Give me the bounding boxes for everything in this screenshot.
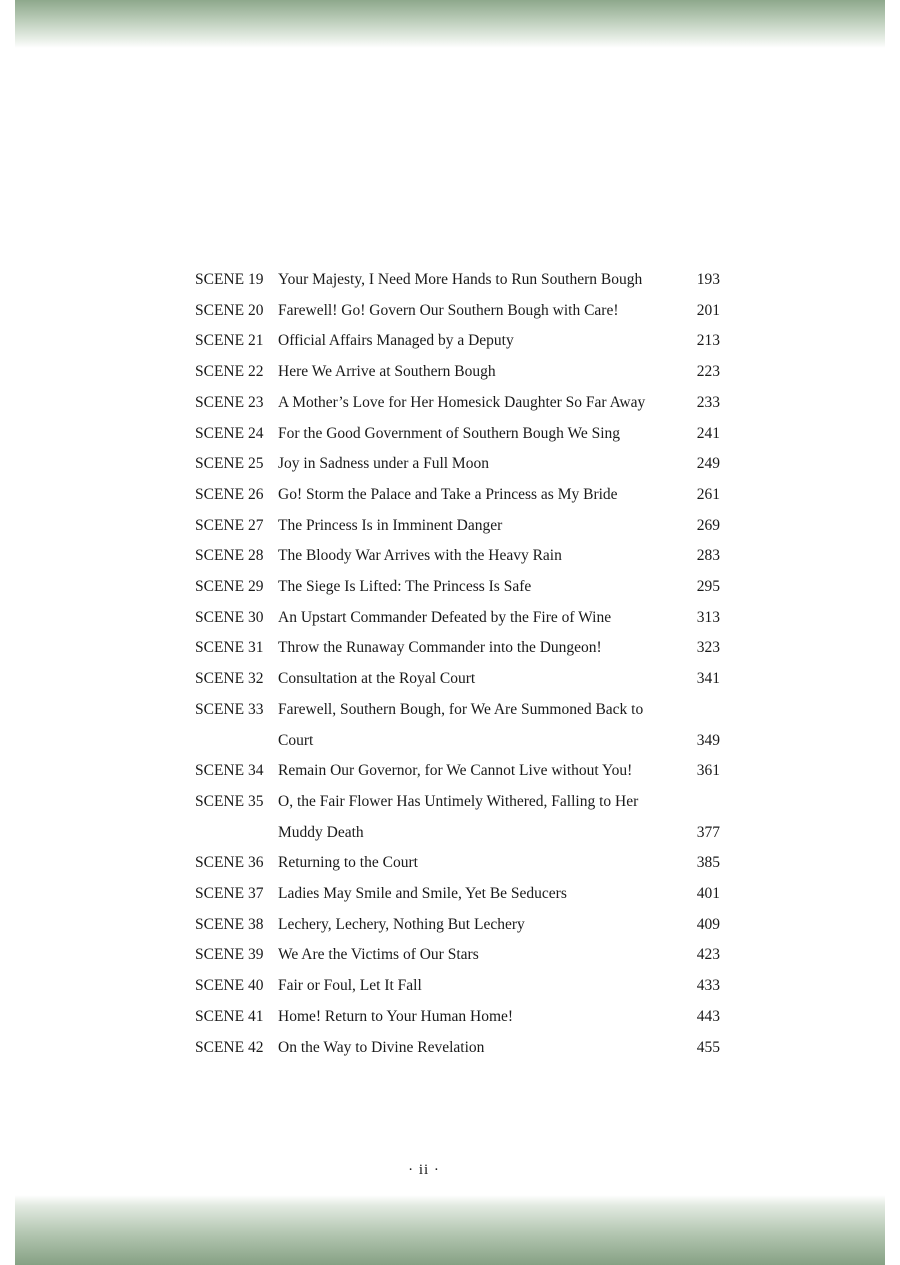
scene-page-number: 213 <box>696 332 720 350</box>
scene-title: Official Affairs Managed by a Deputy <box>278 332 514 350</box>
scene-title: Farewell! Go! Govern Our Southern Bough with Care! <box>278 301 619 319</box>
toc-entry <box>195 879 720 910</box>
scene-label: SCENE 30 <box>195 608 264 626</box>
toc-entry <box>195 1033 720 1064</box>
scene-page-number: 295 <box>696 578 720 596</box>
scene-title: Here We Arrive at Southern Bough <box>278 363 496 381</box>
toc-entry <box>195 664 720 695</box>
scene-label: SCENE 39 <box>195 946 264 964</box>
scene-label: SCENE 23 <box>195 393 264 411</box>
toc-entry <box>195 971 720 1002</box>
scene-label: SCENE 27 <box>195 516 264 534</box>
scene-title: For the Good Government of Southern Bough We Sing <box>278 424 621 442</box>
scene-label: SCENE 19 <box>195 271 264 288</box>
scene-label: SCENE 42 <box>195 1038 264 1056</box>
scene-title: A Mother’s Love for Her Homesick Daughter So Far Away <box>278 393 646 411</box>
scene-page-number: 223 <box>696 363 720 381</box>
scene-page-number: 313 <box>696 608 720 626</box>
scene-label: SCENE 21 <box>195 332 264 350</box>
toc-entry <box>195 695 720 756</box>
scene-page-number: 455 <box>696 1038 720 1056</box>
scene-title: The Bloody War Arrives with the Heavy Rain <box>278 547 562 565</box>
scene-page-number: 261 <box>696 485 720 503</box>
scene-page-number: 349 <box>696 731 720 749</box>
scene-title: Joy in Sadness under a Full Moon <box>278 455 489 473</box>
toc-entry <box>195 603 720 634</box>
scene-title: On the Way to Divine Revelation <box>278 1038 485 1056</box>
scene-title: Fair or Foul, Let It Fall <box>278 977 422 995</box>
scene-page-number: 201 <box>696 301 720 319</box>
scene-label: SCENE 20 <box>195 301 264 319</box>
scene-page-number: 385 <box>696 854 720 872</box>
scene-page-number: 443 <box>696 1007 720 1025</box>
toc-entry <box>195 940 720 971</box>
scene-title: Ladies May Smile and Smile, Yet Be Seducers <box>278 885 567 903</box>
scene-label: SCENE 38 <box>195 915 264 933</box>
scene-title: Throw the Runaway Commander into the Dungeon! <box>278 639 602 657</box>
scene-title: Lechery, Lechery, Nothing But Lechery <box>278 915 525 933</box>
scene-page-number: 269 <box>696 516 720 534</box>
toc-entry <box>195 296 720 327</box>
scene-label: SCENE 28 <box>195 547 264 565</box>
scene-label: SCENE 35 <box>195 792 264 810</box>
scene-title: Remain Our Governor, for We Cannot Live without You! <box>278 762 633 780</box>
scene-label: SCENE 37 <box>195 885 264 903</box>
scene-title: The Siege Is Lifted: The Princess Is Safe <box>278 578 532 596</box>
toc-entry <box>195 511 720 542</box>
toc-entry <box>195 910 720 941</box>
scene-title: Returning to the Court <box>278 854 418 872</box>
scene-page-number: 377 <box>696 823 720 841</box>
toc-entry <box>195 449 720 480</box>
scene-label: SCENE 25 <box>195 455 264 473</box>
scene-label: SCENE 36 <box>195 854 264 872</box>
scene-label: SCENE 33 <box>195 700 264 718</box>
toc-entry <box>195 419 720 450</box>
scene-title: Home! Return to Your Human Home! <box>278 1007 514 1025</box>
scene-title: Your Majesty, I Need More Hands to Run Southern Bough <box>278 271 643 288</box>
scene-title: Consultation at the Royal Court <box>278 670 476 688</box>
scene-page-number: 283 <box>696 547 720 565</box>
scene-page-number: 433 <box>696 977 720 995</box>
scene-label: SCENE 24 <box>195 424 264 442</box>
scene-label: SCENE 40 <box>195 977 264 995</box>
bottom-decorative-band <box>15 1195 885 1265</box>
scene-page-number: 341 <box>696 670 720 688</box>
scene-title: The Princess Is in Imminent Danger <box>278 516 503 534</box>
toc-entry <box>195 357 720 388</box>
scene-page-number: 423 <box>696 946 720 964</box>
scene-page-number: 193 <box>696 271 720 288</box>
toc-entry <box>195 848 720 879</box>
scene-label: SCENE 22 <box>195 363 264 381</box>
toc-entry <box>195 480 720 511</box>
scene-label: SCENE 32 <box>195 670 264 688</box>
toc-entry <box>195 1002 720 1033</box>
scene-title: We Are the Victims of Our Stars <box>278 946 479 964</box>
toc-entry <box>195 756 720 787</box>
scene-title: An Upstart Commander Defeated by the Fire of Wine <box>278 608 612 626</box>
scene-page-number: 249 <box>696 455 720 473</box>
scene-label: SCENE 31 <box>195 639 264 657</box>
scene-page-number: 361 <box>696 762 720 780</box>
scene-label: SCENE 34 <box>195 762 264 780</box>
scene-label: SCENE 41 <box>195 1007 264 1025</box>
toc-entry <box>195 572 720 603</box>
scene-title: Farewell, Southern Bough, for We Are Summoned Back to Court <box>278 700 644 749</box>
page-number: · ii · <box>408 1162 440 1178</box>
scene-title: Go! Storm the Palace and Take a Princess as My Bride <box>278 485 618 503</box>
scene-label: SCENE 29 <box>195 578 264 596</box>
scene-page-number: 241 <box>696 424 720 442</box>
toc-entry <box>195 265 720 296</box>
toc-entry <box>195 326 720 357</box>
scene-page-number: 409 <box>696 915 720 933</box>
scene-page-number: 233 <box>696 393 720 411</box>
toc-entry <box>195 541 720 572</box>
toc-entry <box>195 787 720 848</box>
table-of-contents <box>195 265 720 1063</box>
scene-page-number: 401 <box>696 885 720 903</box>
scene-title: O, the Fair Flower Has Untimely Withered, Falling to Her Muddy Death <box>278 792 639 841</box>
toc-entry <box>195 388 720 419</box>
toc-entry <box>195 633 720 664</box>
top-decorative-band <box>15 0 885 48</box>
scene-label: SCENE 26 <box>195 485 264 503</box>
scene-page-number: 323 <box>696 639 720 657</box>
